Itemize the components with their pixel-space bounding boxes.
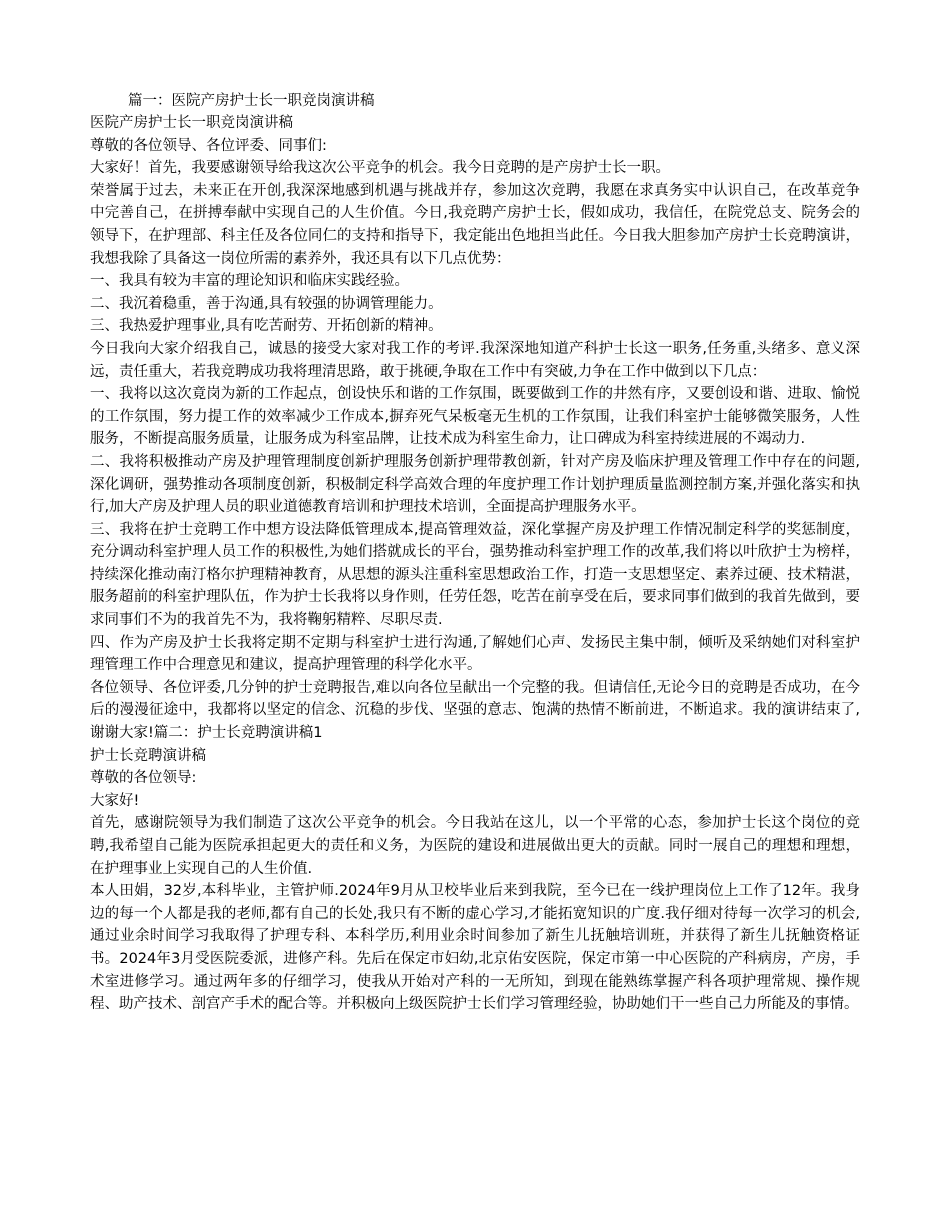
document-title: 医院产房护士长一职竞岗演讲稿 [90, 115, 293, 131]
list-item: 二、我沉着稳重，善于沟通,具有较强的协调管理能力。 [90, 295, 443, 312]
greeting: 大家好! [90, 792, 140, 809]
list-item: 二、我将积极推动产房及护理管理制度创新护理服务创新护理带教创新，针对产房及临床护理及管理工作中存在的问题,深化调研，强势推动各项制度创新，积极制定科学高效合理的年度护理工作计划护理质量监测控制方案,并强化落实和执行,加大产房及护理人员的职业道德教育培训和护理技术培训，全面提高护理服务水平。 [90, 453, 860, 516]
list-item: 一、我将以这次竟岗为新的工作起点，创设快乐和谐的工作氛围，既要做到工作的井然有序，又要创设和谐、进取、愉悦的工作氛围，努力提工作的效率减少工作成本,摒弃死气呆板毫无生机的工作氛围，让我们科室护士能够微笑服务，人性服务，不断提高服务质量，让服务成为科室品牌，让技术成为科室生命力，让口碑成为科室持续进展的不竭动力. [90, 386, 860, 448]
paragraph: 大家好！首先，我要感谢领导给我这次公平竞争的机会。我今日竞聘的是产房护士长一职。 [90, 160, 670, 177]
list-item: 三、我将在护士竞聘工作中想方设法降低管理成本,提高管理效益，深化掌握产房及护理工作情况制定科学的奖惩制度，充分调动科室护理人员工作的积极性,为她们搭就成长的平台，强势推动科室护理工作的改革,我们将以叶欣护士为榜样，持续深化推动南汀格尔护理精神教育，从思想的源头注重科室思想政治工作，打造一支思想坚定、素养过硬、技术精湛，服务超前的科室护理队伍，作为护士长我将以身作则，任劳任怨，吃苦在前享受在后，要求同事们做到的我首先做到，要求同事们不为的我首先不为，我将鞠躬精粹、尽职尽责. [90, 521, 860, 629]
salutation: 尊敬的各位领导、各位评委、同事们: [90, 137, 327, 154]
document-page [90, 90, 860, 1016]
list-item: 一、我具有较为丰富的理论知识和临床实践经验。 [90, 273, 409, 290]
salutation: 尊敬的各位领导: [90, 770, 197, 787]
list-item: 四、作为产房及护士长我将定期不定期与科室护士进行沟通,了解她们心声、发扬民主集中制，倾听及采纳她们对科室护理管理工作中合理意见和建议，提高护理管理的科学化水平。 [90, 634, 860, 674]
paragraph: 本人田娟，32岁,本科毕业，主管护师.2024年9月从卫校毕业后来到我院，至今已在一线护理岗位上工作了12年。我身边的每一个人都是我的老师,都有自己的长处,我只有不断的虚心学习,才能拓宽知识的广度.我仔细对待每一次学习的机会,通过业余时间学习我取得了护理专科、本科学历,利用业余时间参加了新生儿抚触培训班，并获得了新生儿抚触资格证书。2024年3月受医院委派，进修产科。先后在保定市妇幼,北京佑安医院，保定市第一中心医院的产科病房，产房，手术室进修学习。通过两年多的仔细学习，使我从开始对产科的一无所知，到现在能熟练掌握产科各项护理常规、操作规程、助产技术、剖宫产手术的配合等。并积极向上级医院护士长们学习管理经验，协助她们干一些自己力所能及的事情。 [90, 883, 860, 1013]
paragraph: 各位领导、各位评委,几分钟的护士竞聘报告,难以向各位呈献出一个完整的我。但请信任,无论今日的竞聘是否成功，在今后的漫漫征途中，我都将以坚定的信念、沉稳的步伐、坚强的意志、饱满的热情不断前进，不断追求。我的演讲结束了,谢谢大家!篇二：护士长竞聘演讲稿1 [90, 679, 860, 742]
paragraph: 首先，感谢院领导为我们制造了这次公平竞争的机会。今日我站在这儿，以一个平常的心态，参加护士长这个岗位的竞聘,我希望自己能为医院承担起更大的责任和义务，为医院的建设和进展做出更大的贡献。同时一展自己的理想和理想，在护理事业上实现自己的人生价值. [90, 815, 860, 877]
list-item: 三、我热爱护理事业,具有吃苦耐劳、开拓创新的精神。 [90, 318, 443, 335]
document-heading: 篇一：医院产房护士长一职竞岗演讲稿 [128, 93, 375, 109]
section-title: 护士长竞聘演讲稿 [90, 747, 206, 764]
paragraph: 今日我向大家介绍我自己，诚恳的接受大家对我工作的考评.我深深地知道产科护士长这一职务,任务重,头绪多、意义深远，责任重大，若我竞聘成功我将理清思路，敢于挑硬,争取在工作中有突破,力争在工作中做到以下几点： [90, 340, 860, 380]
paragraph: 荣誉属于过去，未来正在开创,我深深地感到机遇与挑战并存，参加这次竞聘，我愿在求真务实中认识自己，在改革竞争中完善自己，在拼搏奉献中实现自己的人生价值。今日,我竞聘产房护士长，假如成功，我信任，在院党总支、院务会的领导下，在护理部、科主任及各位同仁的支持和指导下，我定能出色地担当此任。今日我大胆参加产房护士长竞聘演讲，我想我除了具备这一岗位所需的素养外，我还具有以下几点优势： [90, 182, 860, 267]
